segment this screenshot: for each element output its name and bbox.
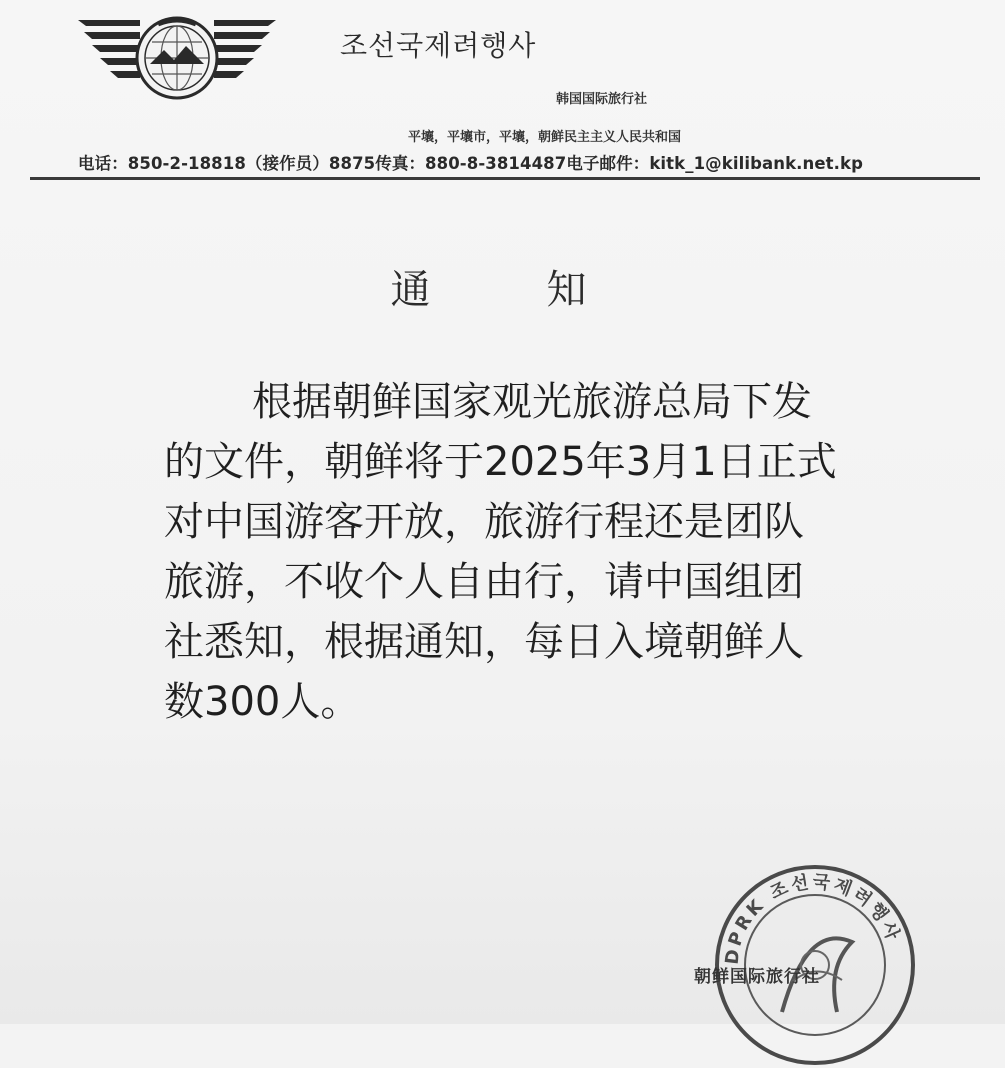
notice-body [164, 372, 864, 732]
footer-org-signature: 朝鲜国际旅行社 [694, 967, 820, 987]
org-address: 平壤，平壤市，平壤，朝鲜民主主义人民共和国 [408, 130, 682, 145]
body-line: 数300人。 [164, 679, 361, 725]
contact-line: 电话：850-2-18818（接作员）8875传真：880-8-3814487电子邮件：kitk_1@kilibank.net.kp [78, 154, 863, 173]
body-line: 对中国游客开放，旅游行程还是团队 [164, 499, 804, 545]
body-line: 旅游，不收个人自由行，请中国组团 [164, 559, 804, 605]
org-name-korean: 조선국제려행사 [340, 29, 537, 62]
winged-globe-emblem-icon [78, 12, 276, 104]
header-divider [30, 177, 980, 180]
notice-title: 通 知 [390, 267, 625, 313]
body-line: 社悉知，根据通知，每日入境朝鲜人 [164, 619, 804, 665]
body-line: 的文件，朝鲜将于2025年3月1日正式 [164, 439, 837, 485]
stamp-text: DPRK 조선국제려행사 [721, 871, 905, 966]
org-name-chinese: 韩国国际旅行社 [556, 92, 648, 107]
body-line: 根据朝鲜国家观光旅游总局下发 [252, 379, 812, 425]
